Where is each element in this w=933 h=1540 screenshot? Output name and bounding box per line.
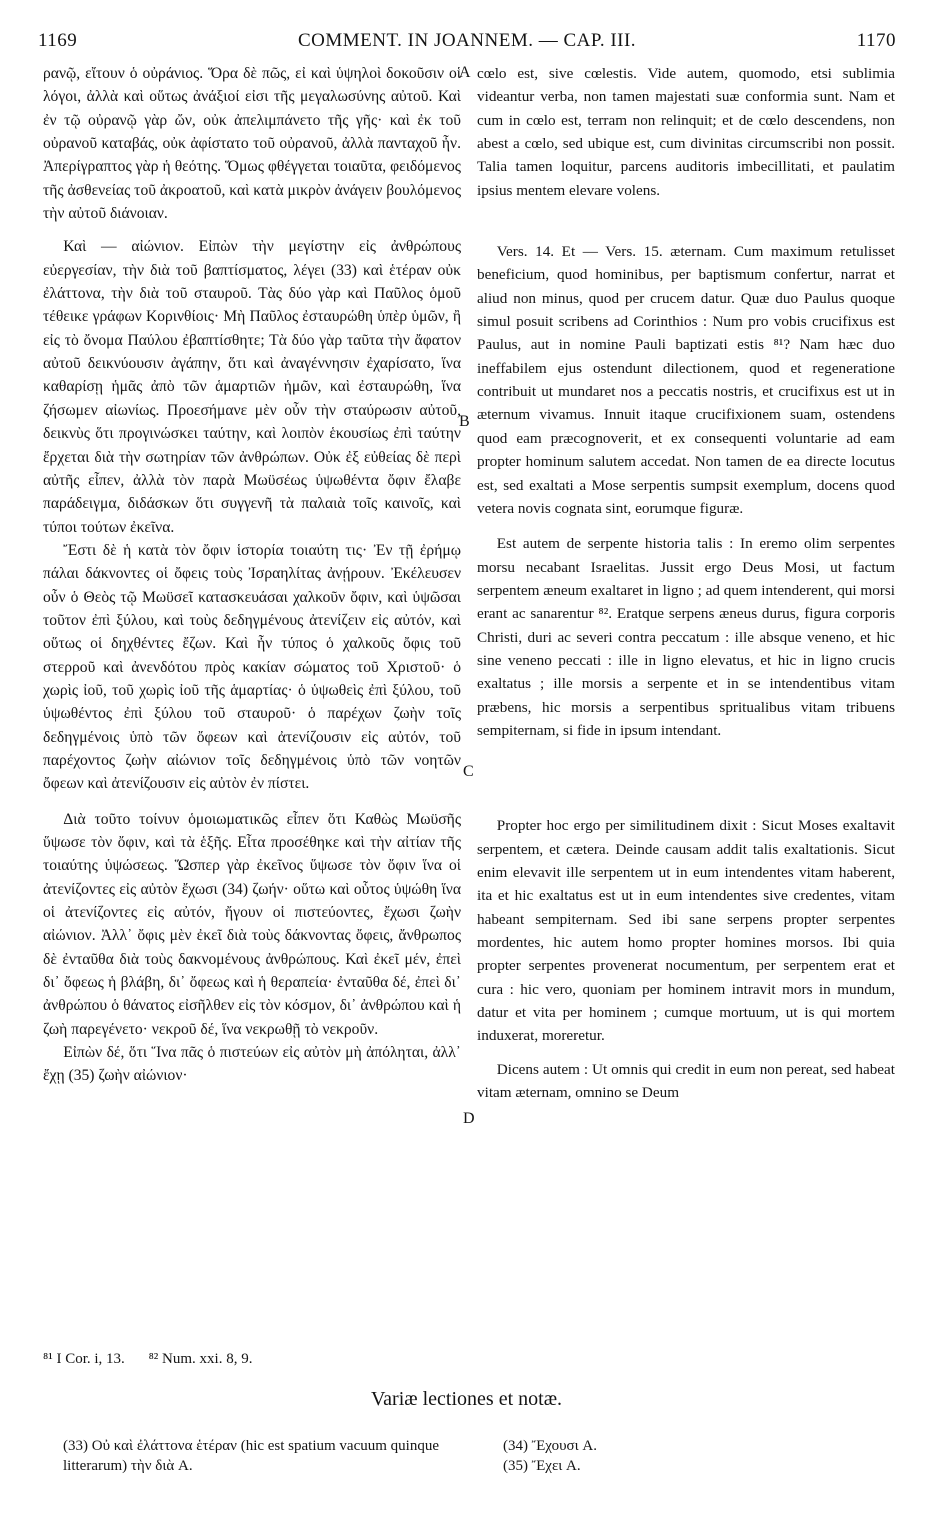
varia-title: Variæ lectiones et notæ. xyxy=(370,1388,563,1410)
latin-paragraph-2: Vers. 14. Et — Vers. 15. æternam. Cum maximum retulisset beneficium, quod hominibus, per baptismum confertur, narrat et aliud non minus, quod per crucem datur. Quæ duo Paulus quoque simul posuit scribens ad Corinthios : Num pro vobis crucifixus est Paulus, aut in nomine Pauli baptizati estis ⁸¹? Nam hæc duo ineffabilem ejus ostendunt dilectionem, quod et regeneratione contribuit ut mundaret nos a peccatis nostris, et crucifixus est ut in æternum vivamus. Innuit itaque crucifixionem suam, ostendens quod eam præcognoverit, et ex consequenti voluntarie ad eam propter hominum salutem accedat. Non tamen de ea directe locutus est, sed exaltati a Mose serpentis sumpsit exemplum, docens quod vetera novis cognata sint, eorumque figuræ. xyxy=(477,243,895,517)
varia-note-33-text: (33) Οὐ καὶ ἐλάττονα ἑτέραν (hic est spatium vacuum quinque litterarum) τὴν διὰ A. xyxy=(63,1438,439,1474)
varia-note-33 xyxy=(63,1436,463,1476)
greek-column xyxy=(43,62,461,1088)
varia-note-34: (34) Ἔχουσι A. xyxy=(503,1438,598,1454)
varia-note-35: (35) Ἔχει A. xyxy=(503,1458,581,1474)
latin-paragraph-5: Dicens autem : Ut omnis qui credit in eum non pereat, sed habeat vitam æternam, omnino se Deum xyxy=(477,1060,895,1102)
latin-paragraph-1: cœlo est, sive cœlestis. Vide autem, quomodo, etsi sublimia videantur verba, non tamen majestati suæ conformia sunt. Nam et cum in cœlo est, terram non relinquit; et de cœlo descendens, non abest a cœlo, sed ubique est, cum divinitas circumscribi non possit. Talia tamen loquitur, parcens auditoris imbecillitati, et paulatim ipsius mentem elevare volens. xyxy=(477,65,895,199)
page-number-left: 1169 xyxy=(38,30,78,51)
greek-paragraph-3: Ἔστι δὲ ἡ κατὰ τὸν ὄφιν ἱστορία τοιαύτη τις· Ἐν τῇ ἐρήμῳ πάλαι δάκνοντες οἱ ὄφεις τοὺς Ἰσραηλίτας ἀνῄρουν. Ἐκέλευσεν οὖν ὁ Θεὸς τῷ Μωϋσεῖ κατασκευάσαι χαλκοῦν ὄφιν, καὶ ὑψῶσαι τοῦτον ἐπὶ ξύλου, καὶ τοὺς δεδηγμένους ἀτενίζειν εἰς αὐτόν, καὶ οὕτως οἱ δηχθέντες ἔζων. Καὶ ἦν τύπος ὁ χαλκοῦς ὄφις τοῦ στερροῦ καὶ ἀνενδότου πρὸς κακίαν σώματος τοῦ Χριστοῦ· ὁ χωρὶς ἰοῦ, τοῦ χωρὶς ἰοῦ τῆς ἁμαρτίας· ὁ ὑψωθεὶς ἐπὶ ξύλου, τοῦ ὑψωθέντος ἐπὶ ξύλου τοῦ σταυροῦ· ὁ παρέχων ζωὴν τοῖς δεδηγμένοις ὑπὸ τῶν ὄφεων καὶ ἀτενίζουσιν εἰς αὐτόν, τοῦ παρέχοντος ζωὴν αἰώνιον τοῖς δεδηγμένοις ὑπὸ τῶν νοητῶν ὄφεων καὶ ἀτενίζουσιν εἰς αὐτὸν ἐν πίστει. xyxy=(43,541,461,793)
greek-paragraph-4: Διὰ τοῦτο τοίνυν ὁμοιωματικῶς εἶπεν ὅτι Καθὼς Μωϋσῆς ὕψωσε τὸν ὄφιν, καὶ τὰ ἑξῆς. Εἶτα προσέθηκε καὶ τὴν αἰτίαν τῆς τοιαύτης ὑψώσεως. Ὥσπερ γὰρ ἐκεῖνος ὕψωσε τὸν ὄφιν ἵνα οἱ ἀτενίζοντες εἰς αὐτὸν ἔχωσι (34) ζωήν· οὕτω καὶ οὗτος ὑψώθη ἵνα οἱ ἀτενίζοντες εἰς αὐτόν, ἤγουν οἱ πιστεύοντες, ἔχωσι ζωὴν αἰώνιον. Ἀλλ᾽ ὄφις μὲν ἐκεῖ διὰ τοὺς δάκνοντας ὄφεις, ἄνθρωπος δὲ ἐνταῦθα διὰ τοὺς δακνομένους ἀνθρώπους. Καὶ ἐκεῖ μέν, ἐπεὶ δι᾽ ὄφεως ἡ βλάβη, δι᾽ ὄφεως καὶ ἡ θεραπεία· ἐνταῦθα δέ, ἐπεὶ δι᾽ ἀνθρώπου ὁ θάνατος εἰσῆλθεν εἰς τὸν κόσμον, δι᾽ ἀνθρώπου καὶ ἡ ζωὴ παρεγένετο· νεκροῦ δέ, ἵνα νεκρωθῇ τὸ νεκροῦν. xyxy=(43,810,461,1038)
latin-paragraph-3: Est autem de serpente historia talis : In eremo olim serpentes morsu necabant Israelitas. Jussit ergo Deus Mosi, ut factum serpentem æneum exaltaret in ligno ; ad quem intenderent, qui morsi erant ac sanarentur ⁸². Eratque serpens æneus durus, figura corporis Christi, duri ac severi contra peccatum : ille absque veneno, et hic sine veneno peccati : ille in ligno elevatus, et hic in ligno crucis exaltatus ; ille morsis a serpente et in se intendentibus vitam præbens, hic morsis a serpentibus spritualibus vitam tribuens sempiternam, si fide in ipsum intendant. xyxy=(477,535,895,739)
footnote-81: ⁸¹ I Cor. i, 13. xyxy=(43,1351,125,1367)
greek-paragraph-5: Εἰπὼν δέ, ὅτι Ἵνα πᾶς ὁ πιστεύων εἰς αὐτὸν μὴ ἀπόληται, ἀλλ᾽ ἔχῃ (35) ζωὴν αἰώνιον· xyxy=(43,1044,461,1085)
margin-marker-a: A xyxy=(459,64,471,81)
footnote-82: ⁸² Num. xxi. 8, 9. xyxy=(148,1351,253,1367)
running-header xyxy=(38,30,896,60)
margin-marker-d: D xyxy=(463,1110,475,1127)
footnotes xyxy=(43,1351,272,1368)
margin-marker-b: B xyxy=(459,413,470,430)
running-title: COMMENT. IN JOANNEM. — CAP. III. xyxy=(297,30,637,51)
greek-paragraph-2: Καὶ — αἰώνιον. Εἰπὼν τὴν μεγίστην εἰς ἀνθρώπους εὐεργεσίαν, τὴν διὰ τοῦ βαπτίσματος, λέγει (33) καὶ ἑτέραν οὐκ ἐλάττονα, τὴν διὰ τοῦ σταυροῦ. Τὰς δύο γὰρ καὶ Παῦλος ὁμοῦ τέθεικε γράφων Κορινθίοις· Μὴ Παῦλος ἐσταυρώθη ὑπὲρ ὑμῶν, ἢ εἰς τὸ ὄνομα Παύλου ἐβαπτίσθητε; Τὰ δύο γὰρ ταῦτα τὴν ἄφατον αὐτοῦ δεικνύουσιν ἀγάπην, ὅτι καὶ ἀναγέννησιν ἐχαρίσατο, ἵνα καθαρίσῃ ἡμᾶς ἀπὸ τῶν ἁμαρτιῶν ἡμῶν, καὶ ἐσταυρώθη, ἵνα ζήσωμεν αἰωνίως. Προεσήμανε μὲν οὖν τὴν σταύρωσιν αὐτοῦ, δεικνὺς ὅτι προγινώσκει ταύτην, καὶ λοιπὸν ἑκουσίως ἐπὶ ταύτην ἔρχεται διὰ τὴν σωτηρίαν τῶν ἀνθρώπων. Οὐκ ἐξ εὐθείας δὲ περὶ αὐτῆς εἶπεν, ἀλλὰ τὸν παρὰ Μωϋσέως ὑψωθέντα ὄφιν ἔλαβε παράδειγμα, διδάσκων ὅτι συγγενῆ τὰ παλαιὰ τοῖς καινοῖς, καὶ τύποι τούτων ἐκεῖνα. xyxy=(43,238,461,536)
page-number-right: 1170 xyxy=(856,30,896,51)
varia-notes-right xyxy=(503,1436,803,1476)
latin-paragraph-4: Propter hoc ergo per similitudinem dixit : Sicut Moses exaltavit serpentem, et cætera. Deinde causam addit talis exaltationis. Sicut enim elevavit ille serpentem ut in eum intendentes vitam haberent, ita et hic exaltatus est ut in eum intendentes sive credentes, vitam habeant sempiternam. Sed ibi sane serpens propter serpentes mordentes, hic autem homo propter homines morsos. Ibi quia propter serpentes provenerat nocumentum, per serpentem erat et cura : hic vero, quoniam per hominem intravit mors in mundum, datur et vita per hominem ; cumque mortuum, ut is qui mortem induxerat, moreretur. xyxy=(477,817,895,1045)
margin-marker-c: C xyxy=(463,763,474,780)
greek-paragraph-1: ρανῷ, εἴτουν ὁ οὐράνιος. Ὅρα δὲ πῶς, εἰ καὶ ὑψηλοὶ δοκοῦσιν οἱ λόγοι, ἀλλὰ καὶ οὕτως ἀνάξιοί εἰσι τῆς μεγαλωσύνης αὐτοῦ. Καὶ ἐν τῷ οὐρανῷ γὰρ ὤν, οὐκ ἀπελιμπάνετο τῆς γῆς· καὶ ἐκ τοῦ οὐρανοῦ καταβάς, οὐκ ἀφίστατο τοῦ οὐρανοῦ, ἀλλὰ πανταχοῦ ἦν. Ἀπερίγραπτος γὰρ ἡ θεότης. Ὅμως φθέγγεται τοιαῦτα, φειδόμενος τῆς ἀσθενείας τοῦ ἀκροατοῦ, καὶ κατὰ μικρὸν ἀνάγειν βουλόμενος τὴν αὐτοῦ διάνοιαν. xyxy=(43,65,461,223)
latin-column xyxy=(477,62,895,1104)
